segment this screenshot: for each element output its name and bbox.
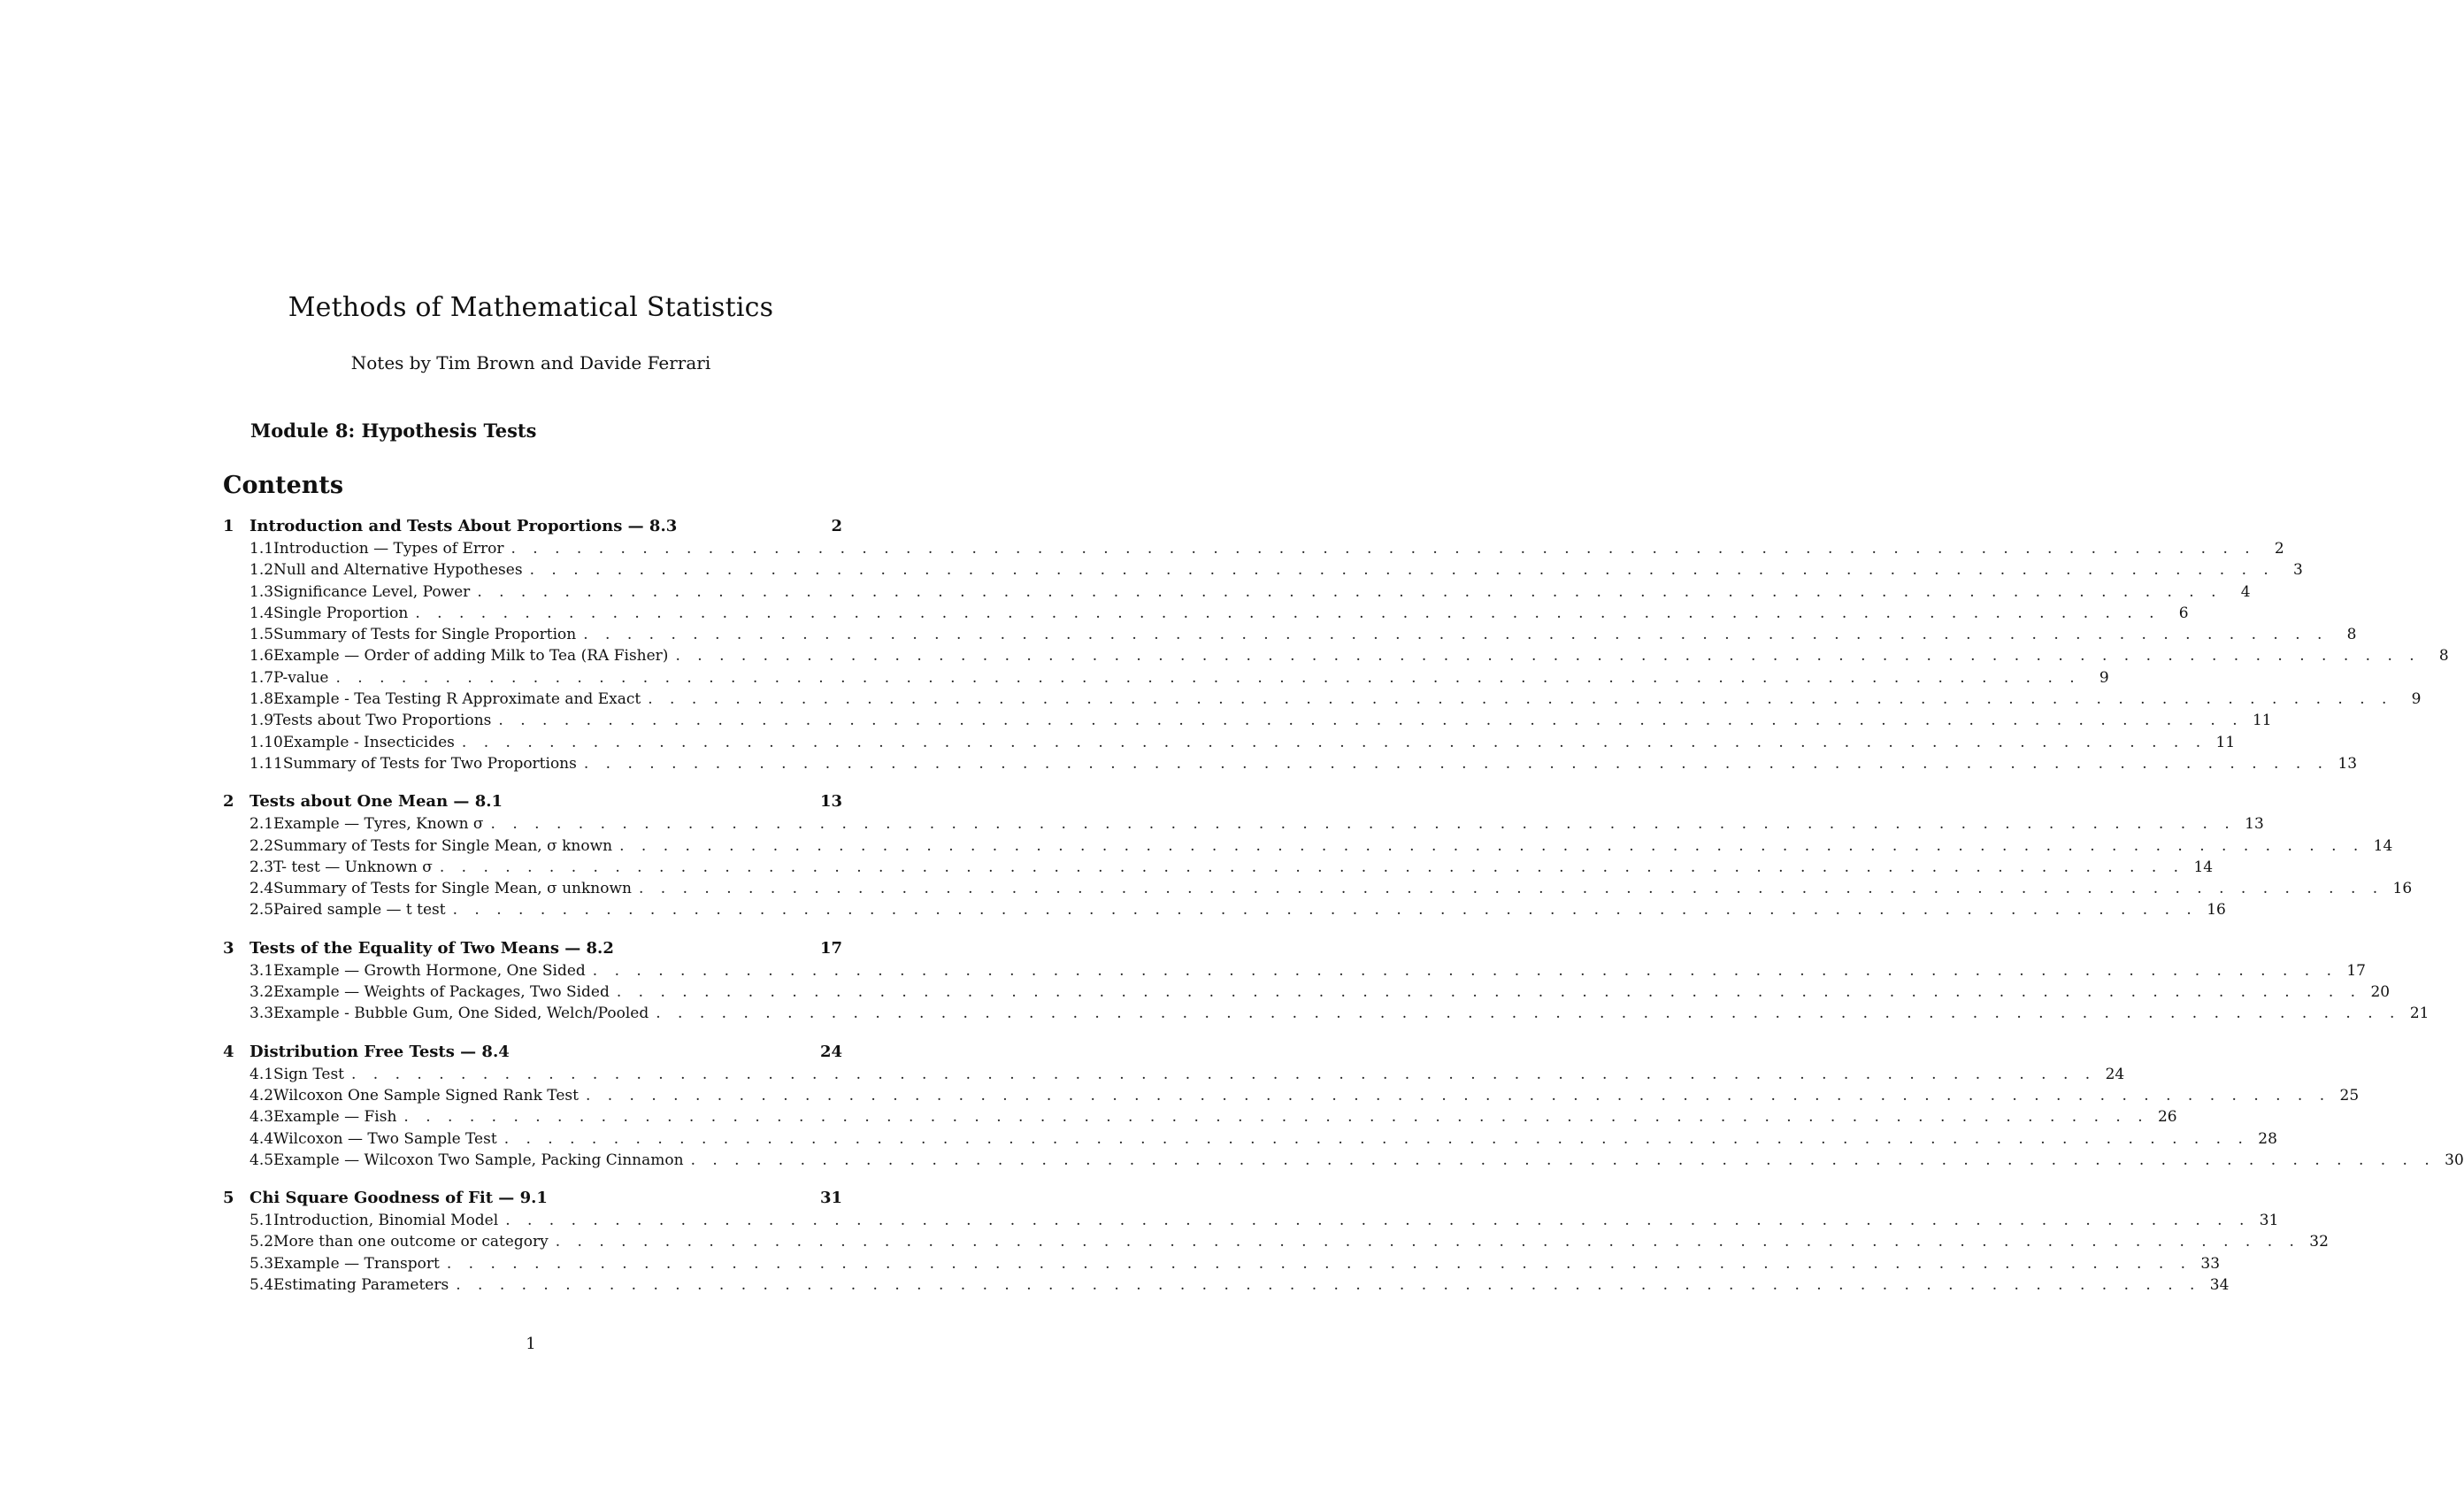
toc-subsection-entry[interactable] <box>223 1128 2277 1150</box>
toc-leader-dots: . . . . . . . . . . . . . . . . . . . . . . . . . . . . . . . . . . . . . . . . . . . . . . . . . . . . . . . . . . . . . . . . . . . . . . . . . . . . . . . . <box>456 1276 2201 1295</box>
toc-subsection-entry[interactable] <box>223 732 2236 753</box>
toc-subsection-number: 1.3 <box>249 582 274 601</box>
module-heading: Module 8: Hypothesis Tests <box>250 420 537 442</box>
toc-section-page: 17 <box>819 938 842 958</box>
toc-subsection-number: 4.1 <box>249 1065 274 1083</box>
toc-leader-dots: . . . . . . . . . . . . . . . . . . . . . . . . . . . . . . . . . . . . . . . . . . . . . . . . . . . . . . . . . . . . . . . . . . . . . . . . . . . . . . . . <box>555 1233 2300 1251</box>
toc-leader-dots: . . . . . . . . . . . . . . . . . . . . . . . . . . . . . . . . . . . . . . . . . . . . . . . . . . . . . . . . . . . . . . . . . . . . . . . . . . . . . . . . <box>439 858 2185 876</box>
toc-subsection-page: 11 <box>2215 733 2236 751</box>
toc-subsection-title: Introduction — Types of Error <box>273 540 504 558</box>
toc-leader-dots: . . . . . . . . . . . . . . . . . . . . . . . . . . . . . . . . . . . . . . . . . . . . . . . . . . . . . . . . . . . . . . . . . . . . . . . . . . . . . . . . <box>415 604 2161 622</box>
toc-subsection-page: 32 <box>2309 1233 2329 1251</box>
toc-subsection-number: 2.3 <box>249 858 274 876</box>
toc-subsection-page: 31 <box>2259 1212 2279 1230</box>
toc-section-entry[interactable] <box>223 1187 842 1210</box>
toc-subsection-entry[interactable] <box>223 645 2449 666</box>
toc-subsection-entry[interactable] <box>223 878 2413 899</box>
toc-subsection-title: Paired sample — t test <box>273 901 446 920</box>
toc-subsection-entry[interactable] <box>223 1210 2279 1231</box>
toc-subsection-entry[interactable] <box>223 689 2422 710</box>
toc-leader-dots: . . . . . . . . . . . . . . . . . . . . . . . . . . . . . . . . . . . . . . . . . . . . . . . . . . . . . . . . . . . . . . . . . . . . . . . . . . . . . . . . <box>656 1005 2401 1023</box>
toc-subsection-page: 20 <box>2370 983 2391 1002</box>
toc-subsection-title: Summary of Tests for Single Mean, σ unknown <box>273 880 632 898</box>
toc-subsection-page: 8 <box>2346 626 2357 644</box>
toc-section-entry[interactable] <box>223 515 842 538</box>
toc-leader-dots: . . . . . . . . . . . . . . . . . . . . . . . . . . . . . . . . . . . . . . . . . . . . . . . . . . . . . . . . . . . . . . . . . . . . . . . . . . . . . . . . <box>675 647 2421 666</box>
toc-subsection-page: 21 <box>2409 1005 2429 1023</box>
toc-subsection-entry[interactable] <box>223 1085 2360 1106</box>
toc-section <box>223 937 2429 1025</box>
toc-subsection-number: 1.11 <box>249 754 283 773</box>
toc-subsection-title: Example — Tyres, Known σ <box>273 815 484 834</box>
page-number: 1 <box>526 1335 536 1353</box>
toc-leader-dots: . . . . . . . . . . . . . . . . . . . . . . . . . . . . . . . . . . . . . . . . . . . . . . . . . . . . . . . . . . . . . . . . . . . . . . . . . . . . . . . . <box>452 901 2198 920</box>
toc-subsection-entry[interactable] <box>223 813 2264 835</box>
toc-subsection-page: 34 <box>2209 1276 2230 1295</box>
toc-leader-dots: . . . . . . . . . . . . . . . . . . . . . . . . . . . . . . . . . . . . . . . . . . . . . . . . . . . . . . . . . . . . . . . . . . . . . . . . . . . . . . . . <box>690 1151 2436 1169</box>
toc-subsection-entry[interactable] <box>223 624 2357 645</box>
toc-subsection-number: 5.2 <box>249 1233 274 1251</box>
toc-leader-dots: . . . . . . . . . . . . . . . . . . . . . . . . . . . . . . . . . . . . . . . . . . . . . . . . . . . . . . . . . . . . . . . . . . . . . . . . . . . . . . . . <box>619 836 2365 855</box>
toc-subsection-entry[interactable] <box>223 981 2391 1003</box>
toc-subsection-page: 9 <box>2099 668 2109 687</box>
toc-subsection-number: 4.2 <box>249 1086 274 1105</box>
toc-subsection-title: Summary of Tests for Two Proportions <box>282 754 577 773</box>
toc-subsection-entry[interactable] <box>223 1003 2429 1024</box>
toc-subsection-page: 14 <box>2193 858 2214 876</box>
toc-subsection-number: 3.2 <box>249 983 274 1002</box>
toc-subsection-entry[interactable] <box>223 899 2226 920</box>
toc-section-number: 5 <box>223 1189 234 1208</box>
toc-leader-dots: . . . . . . . . . . . . . . . . . . . . . . . . . . . . . . . . . . . . . . . . . . . . . . . . . . . . . . . . . . . . . . . . . . . . . . . . . . . . . . . . <box>505 1212 2251 1230</box>
toc-subsection-number: 1.10 <box>249 733 283 751</box>
toc-subsection-number: 5.4 <box>249 1276 274 1295</box>
toc-subsection-page: 13 <box>2245 815 2264 834</box>
toc-leader-dots: . . . . . . . . . . . . . . . . . . . . . . . . . . . . . . . . . . . . . . . . . . . . . . . . . . . . . . . . . . . . . . . . . . . . . . . . . . . . . . . . <box>583 754 2330 773</box>
toc-subsection-entry[interactable] <box>223 603 2189 624</box>
toc-leader-dots: . . . . . . . . . . . . . . . . . . . . . . . . . . . . . . . . . . . . . . . . . . . . . . . . . . . . . . . . . . . . . . . . . . . . . . . . . . . . . . . . <box>446 1254 2192 1273</box>
toc-subsection-title: Wilcoxon — Two Sample Test <box>273 1129 497 1148</box>
toc-subsection-number: 1.9 <box>249 712 274 730</box>
toc-section-page: 31 <box>819 1189 842 1208</box>
toc-subsection-page: 11 <box>2252 712 2272 730</box>
toc-leader-dots: . . . . . . . . . . . . . . . . . . . . . . . . . . . . . . . . . . . . . . . . . . . . . . . . . . . . . . . . . . . . . . . . . . . . . . . . . . . . . . . . <box>510 540 2256 558</box>
toc-subsection-number: 3.1 <box>249 961 274 980</box>
toc-subsection-page: 9 <box>2411 690 2422 709</box>
toc-section-page: 2 <box>831 517 842 535</box>
toc-subsection-entry[interactable] <box>223 1150 2464 1171</box>
toc-subsection-entry[interactable] <box>223 559 2303 581</box>
toc-section-page: 24 <box>819 1042 842 1061</box>
toc-leader-dots: . . . . . . . . . . . . . . . . . . . . . . . . . . . . . . . . . . . . . . . . . . . . . . . . . . . . . . . . . . . . . . . . . . . . . . . . . . . . . . . . <box>648 690 2393 709</box>
toc-subsection-title: Example — Wilcoxon Two Sample, Packing Cinnamon <box>273 1151 684 1169</box>
toc-subsection-number: 2.4 <box>249 880 274 898</box>
toc-leader-dots: . . . . . . . . . . . . . . . . . . . . . . . . . . . . . . . . . . . . . . . . . . . . . . . . . . . . . . . . . . . . . . . . . . . . . . . . . . . . . . . . <box>335 668 2081 687</box>
toc-section-title: Chi Square Goodness of Fit — 9.1 <box>249 1189 548 1208</box>
toc-subsection-page: 16 <box>2392 880 2413 898</box>
toc-subsection-title: More than one outcome or category <box>273 1233 549 1251</box>
toc-section-number: 2 <box>223 792 234 812</box>
toc-subsection-title: Example - Tea Testing R Approximate and Exact <box>273 690 641 709</box>
toc-section <box>223 515 2449 774</box>
toc-subsection-page: 30 <box>2445 1151 2464 1169</box>
toc-subsection-page: 33 <box>2200 1254 2221 1273</box>
toc-section <box>223 1187 2329 1296</box>
toc-subsection-title: Sign Test <box>273 1065 344 1083</box>
toc-section-title: Distribution Free Tests — 8.4 <box>249 1042 510 1061</box>
toc-subsection-title: Tests about Two Proportions <box>273 712 492 730</box>
toc-subsection-entry[interactable] <box>223 667 2109 689</box>
toc-leader-dots: . . . . . . . . . . . . . . . . . . . . . . . . . . . . . . . . . . . . . . . . . . . . . . . . . . . . . . . . . . . . . . . . . . . . . . . . . . . . . . . . <box>351 1065 2097 1083</box>
toc-subsection-title: Summary of Tests for Single Proportion <box>273 626 577 644</box>
toc-subsection-title: Single Proportion <box>273 604 409 622</box>
toc-subsection-number: 5.1 <box>249 1212 274 1230</box>
toc-subsection-title: Example — Growth Hormone, One Sided <box>273 961 586 980</box>
toc-subsection-page: 17 <box>2346 961 2366 980</box>
toc-leader-dots: . . . . . . . . . . . . . . . . . . . . . . . . . . . . . . . . . . . . . . . . . . . . . . . . . . . . . . . . . . . . . . . . . . . . . . . . . . . . . . . . <box>616 983 2362 1002</box>
toc-subsection-title: P-value <box>273 668 329 687</box>
toc-section <box>223 790 2413 920</box>
toc-subsection-page: 24 <box>2105 1065 2125 1083</box>
toc-subsection-entry[interactable] <box>223 581 2251 603</box>
toc-subsection-title: Example — Weights of Packages, Two Sided <box>273 983 610 1002</box>
toc-subsection-page: 16 <box>2207 901 2226 920</box>
toc-subsection-entry[interactable] <box>223 753 2358 774</box>
toc-subsection-entry[interactable] <box>223 1274 2230 1296</box>
toc-subsection-entry[interactable] <box>223 857 2214 878</box>
toc-subsection-entry[interactable] <box>223 960 2366 981</box>
toc-subsection-title: Significance Level, Power <box>273 582 471 601</box>
toc-subsection-title: Example — Order of adding Milk to Tea (RA Fisher) <box>273 647 669 666</box>
contents-heading: Contents <box>223 472 344 499</box>
toc-subsection-title: T- test — Unknown σ <box>273 858 433 876</box>
toc-subsection-number: 2.2 <box>249 836 274 855</box>
toc-subsection-entry[interactable] <box>223 1064 2125 1085</box>
toc-subsection-page: 8 <box>2438 647 2449 666</box>
toc-subsection-number: 1.7 <box>249 668 274 687</box>
toc-leader-dots: . . . . . . . . . . . . . . . . . . . . . . . . . . . . . . . . . . . . . . . . . . . . . . . . . . . . . . . . . . . . . . . . . . . . . . . . . . . . . . . . <box>490 815 2236 834</box>
toc-leader-dots: . . . . . . . . . . . . . . . . . . . . . . . . . . . . . . . . . . . . . . . . . . . . . . . . . . . . . . . . . . . . . . . . . . . . . . . . . . . . . . . . <box>592 961 2337 980</box>
toc-subsection-number: 2.5 <box>249 901 274 920</box>
toc-subsection-number: 4.3 <box>249 1108 274 1127</box>
toc-subsection-page: 25 <box>2339 1086 2360 1105</box>
toc-subsection-entry[interactable] <box>223 1231 2329 1252</box>
toc-subsection-number: 5.3 <box>249 1254 274 1273</box>
toc-section-number: 1 <box>223 517 234 535</box>
toc-section-entry[interactable] <box>223 1041 842 1064</box>
toc-section-title: Tests about One Mean — 8.1 <box>249 792 503 812</box>
toc-subsection-page: 3 <box>2292 561 2303 580</box>
document-authors: Notes by Tim Brown and Davide Ferrari <box>350 352 711 373</box>
toc-subsection-title: Introduction, Binomial Model <box>273 1212 499 1230</box>
toc-subsection-entry[interactable] <box>223 1253 2221 1274</box>
toc-subsection-number: 1.1 <box>249 540 274 558</box>
toc-subsection-title: Example - Bubble Gum, One Sided, Welch/Pooled <box>273 1005 649 1023</box>
toc-leader-dots: . . . . . . . . . . . . . . . . . . . . . . . . . . . . . . . . . . . . . . . . . . . . . . . . . . . . . . . . . . . . . . . . . . . . . . . . . . . . . . . . <box>461 733 2207 751</box>
toc-subsection-title: Wilcoxon One Sample Signed Rank Test <box>273 1086 579 1105</box>
toc-leader-dots: . . . . . . . . . . . . . . . . . . . . . . . . . . . . . . . . . . . . . . . . . . . . . . . . . . . . . . . . . . . . . . . . . . . . . . . . . . . . . . . . <box>403 1108 2149 1127</box>
toc-subsection-entry[interactable] <box>223 710 2272 731</box>
toc-subsection-number: 4.5 <box>249 1151 274 1169</box>
toc-subsection-page: 26 <box>2157 1108 2177 1127</box>
toc-subsection-entry[interactable] <box>223 538 2284 559</box>
toc-subsection-number: 1.4 <box>249 604 274 622</box>
toc-subsection-title: Summary of Tests for Single Mean, σ known <box>273 836 613 855</box>
toc-leader-dots: . . . . . . . . . . . . . . . . . . . . . . . . . . . . . . . . . . . . . . . . . . . . . . . . . . . . . . . . . . . . . . . . . . . . . . . . . . . . . . . . <box>583 626 2329 644</box>
toc-leader-dots: . . . . . . . . . . . . . . . . . . . . . . . . . . . . . . . . . . . . . . . . . . . . . . . . . . . . . . . . . . . . . . . . . . . . . . . . . . . . . . . . <box>585 1086 2331 1105</box>
toc-subsection-number: 1.2 <box>249 561 274 580</box>
toc-subsection-number: 1.6 <box>249 647 274 666</box>
toc-leader-dots: . . . . . . . . . . . . . . . . . . . . . . . . . . . . . . . . . . . . . . . . . . . . . . . . . . . . . . . . . . . . . . . . . . . . . . . . . . . . . . . . <box>498 712 2244 730</box>
document-title: Methods of Mathematical Statistics <box>288 292 774 323</box>
toc-subsection-title: Estimating Parameters <box>273 1276 449 1295</box>
toc-section-number: 4 <box>223 1042 234 1061</box>
toc-leader-dots: . . . . . . . . . . . . . . . . . . . . . . . . . . . . . . . . . . . . . . . . . . . . . . . . . . . . . . . . . . . . . . . . . . . . . . . . . . . . . . . . <box>503 1129 2249 1148</box>
toc-leader-dots: . . . . . . . . . . . . . . . . . . . . . . . . . . . . . . . . . . . . . . . . . . . . . . . . . . . . . . . . . . . . . . . . . . . . . . . . . . . . . . . . <box>529 561 2275 580</box>
toc-subsection-title: Example — Fish <box>273 1108 397 1127</box>
toc-section-page: 13 <box>819 792 842 812</box>
toc-section-title: Introduction and Tests About Proportions — 8.3 <box>249 517 678 535</box>
toc-subsection-title: Example — Transport <box>273 1254 440 1273</box>
toc-subsection-title: Example - Insecticides <box>282 733 455 751</box>
toc-subsection-page: 13 <box>2337 754 2358 773</box>
toc-section-entry[interactable] <box>223 790 842 813</box>
toc-section-number: 3 <box>223 938 234 958</box>
toc-subsection-number: 2.1 <box>249 815 274 834</box>
toc-subsection-page: 28 <box>2258 1129 2277 1148</box>
toc-subsection-number: 1.5 <box>249 626 274 644</box>
toc-subsection-page: 4 <box>2240 582 2251 601</box>
toc-subsection-page: 2 <box>2274 540 2284 558</box>
toc-subsection-number: 3.3 <box>249 1005 274 1023</box>
toc-leader-dots: . . . . . . . . . . . . . . . . . . . . . . . . . . . . . . . . . . . . . . . . . . . . . . . . . . . . . . . . . . . . . . . . . . . . . . . . . . . . . . . . <box>477 582 2222 601</box>
toc-subsection-number: 4.4 <box>249 1129 274 1148</box>
toc-subsection-page: 14 <box>2373 836 2393 855</box>
toc-subsection-entry[interactable] <box>223 1106 2177 1128</box>
toc-section <box>223 1041 2464 1171</box>
table-of-contents <box>223 515 2464 1312</box>
toc-subsection-title: Null and Alternative Hypotheses <box>273 561 523 580</box>
toc-subsection-entry[interactable] <box>223 835 2393 857</box>
toc-subsection-number: 1.8 <box>249 690 274 709</box>
toc-section-entry[interactable] <box>223 937 842 960</box>
toc-leader-dots: . . . . . . . . . . . . . . . . . . . . . . . . . . . . . . . . . . . . . . . . . . . . . . . . . . . . . . . . . . . . . . . . . . . . . . . . . . . . . . . . <box>638 880 2384 898</box>
toc-subsection-page: 6 <box>2178 604 2189 622</box>
toc-section-title: Tests of the Equality of Two Means — 8.2 <box>249 938 614 958</box>
